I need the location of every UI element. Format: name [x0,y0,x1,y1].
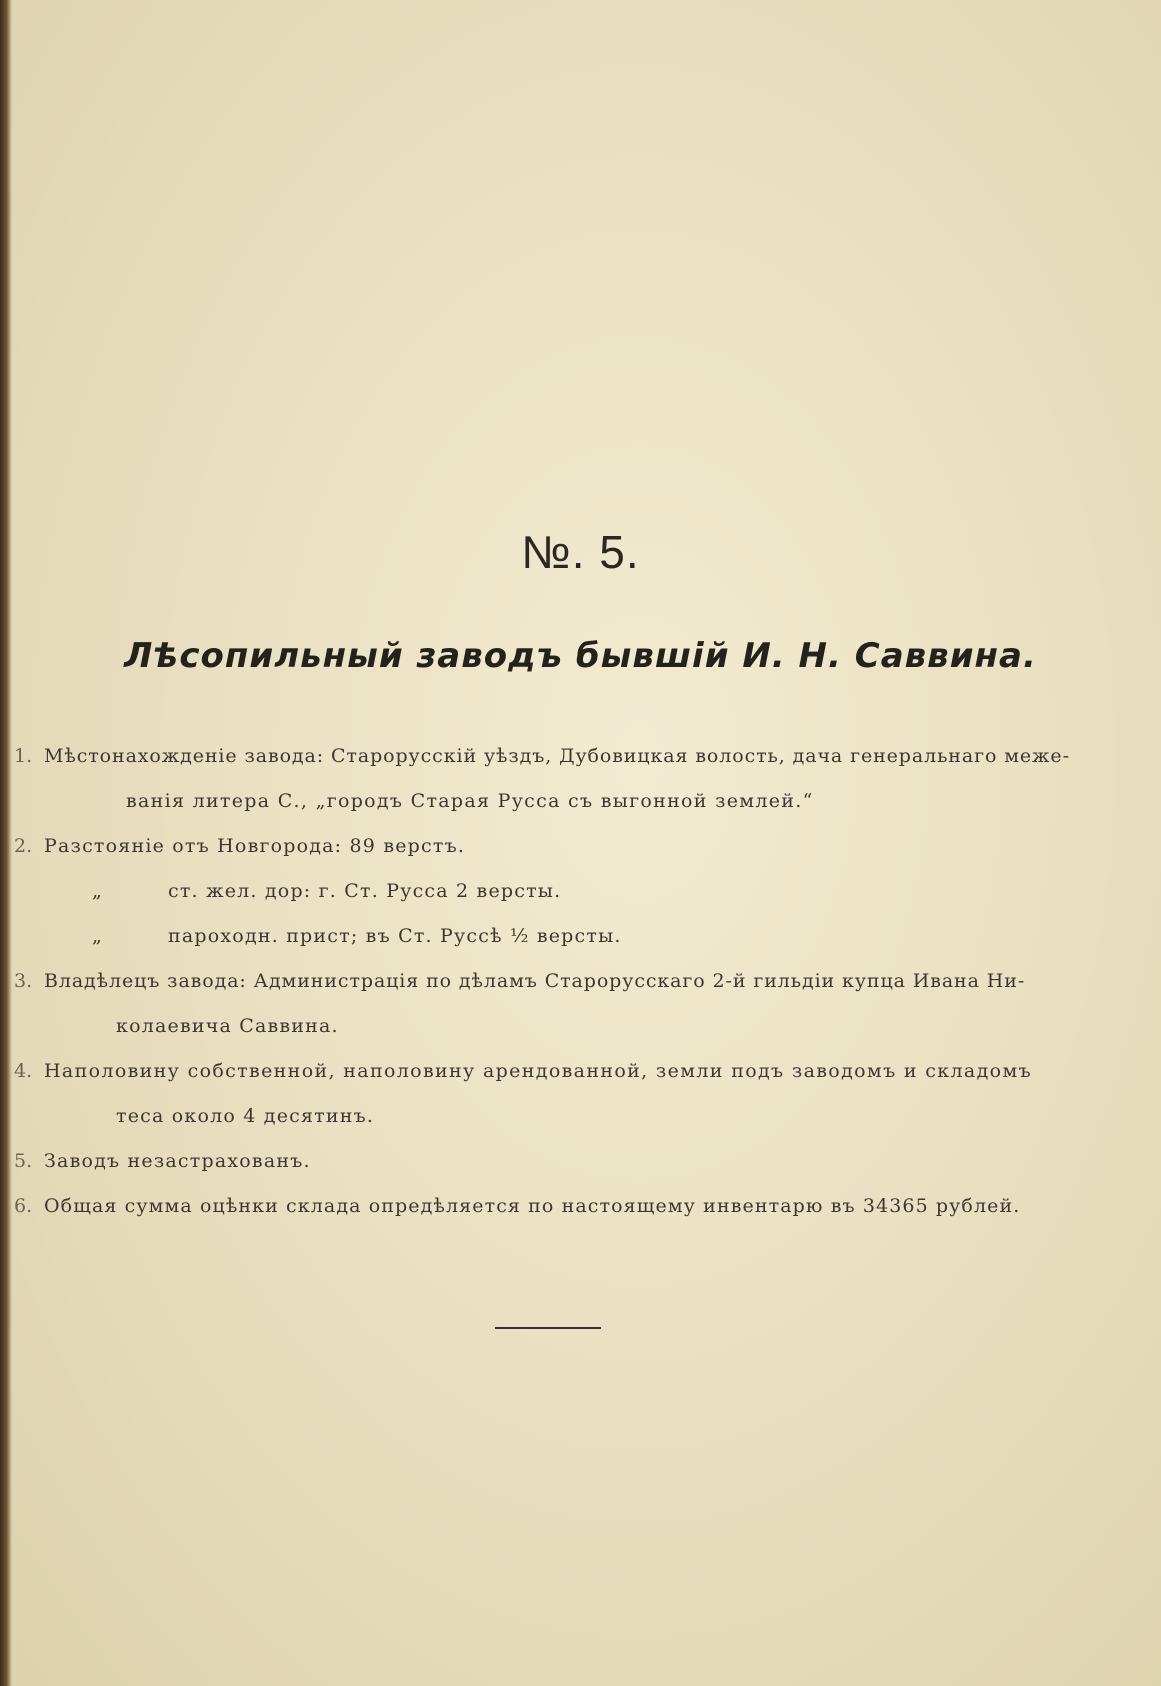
item-text-line: Наполовину собственной, наполовину арендованной, земли подъ заводомъ и складомъ [44,1060,1033,1082]
item-number: 1. [14,745,33,767]
document-title: Лѣсопильный заводъ бывшій И. Н. Саввина. [124,636,1037,676]
ditto-mark: „ [92,880,102,902]
item-text-line: Общая сумма оцѣнки склада опредѣляется по настоящему инвентарю въ 34365 рублей. [44,1195,1021,1217]
item-text-line: ванія литера С., „городъ Старая Русса съ выгонной землей.“ [126,790,814,812]
item-text-line: колаевича Саввина. [116,1015,339,1037]
item-text-line: Разстояніе отъ Новгорода: 89 верстъ. [44,835,466,857]
document-number: №. 5. [521,526,640,578]
item-text-line: пароходн. прист; въ Ст. Руссѣ ½ версты. [168,925,622,947]
show-through-text [130,128,153,154]
item-number: 3. [14,970,33,992]
ditto-mark: „ [92,925,102,947]
item-number: 4. [14,1060,33,1082]
item-text-line: Мѣстонахожденіе завода: Старорусскій уѣздъ, Дубовицкая волость, дача генеральнаго меже- [44,745,1070,767]
item-number: 2. [14,835,33,857]
item-number: 5. [14,1150,33,1172]
item-text-line: Заводъ незастрахованъ. [44,1150,311,1172]
section-divider [495,1327,601,1329]
item-number: 6. [14,1195,33,1217]
item-text-line: Владѣлецъ завода: Администрація по дѣламъ Старорусскаго 2-й гильдіи купца Ивана Ни- [44,970,1026,992]
item-text-line: ст. жел. дор: г. Ст. Русса 2 версты. [168,880,562,902]
page-binding-edge [0,0,12,1686]
item-text-line: теса около 4 десятинъ. [116,1105,375,1127]
